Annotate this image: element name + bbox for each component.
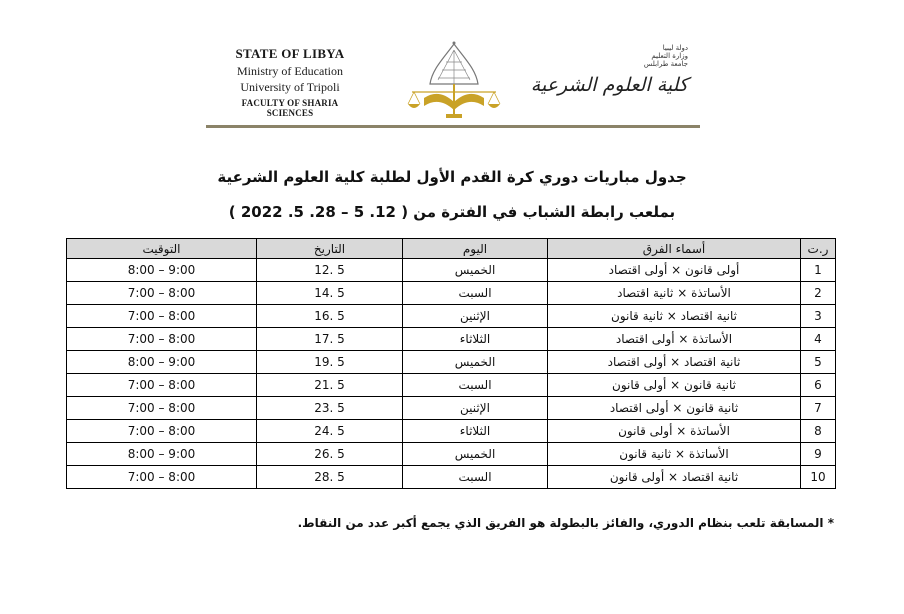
faculty-emblem-logo (404, 40, 504, 122)
row-time: 7:00 – 8:00 (67, 466, 257, 489)
row-date: 26. 5 (257, 443, 403, 466)
table-row (67, 374, 836, 397)
row-number: 9 (801, 443, 836, 466)
row-number: 5 (801, 351, 836, 374)
row-day: السبت (403, 282, 548, 305)
table-row (67, 305, 836, 328)
row-time: 8:00 – 9:00 (67, 443, 257, 466)
row-day: الإثنين (403, 305, 548, 328)
table-row (67, 328, 836, 351)
row-teams: الأساتذة × ثانية قانون (548, 443, 801, 466)
ministry-name-en: Ministry of Education (237, 64, 343, 78)
row-number: 3 (801, 305, 836, 328)
row-number: 1 (801, 259, 836, 282)
row-teams: ثانية اقتصاد × ثانية قانون (548, 305, 801, 328)
row-time: 7:00 – 8:00 (67, 420, 257, 443)
page-title: جدول مباريات دوري كرة القدم الأول لطلبة كلية العلوم الشرعية (217, 168, 687, 186)
row-date: 28. 5 (257, 466, 403, 489)
university-name-en: University of Tripoli (240, 80, 340, 94)
row-teams: ثانية قانون × أولى قانون (548, 374, 801, 397)
row-date: 16. 5 (257, 305, 403, 328)
row-teams: ثانية اقتصاد × أولى اقتصاد (548, 351, 801, 374)
row-day: السبت (403, 374, 548, 397)
row-teams: ثانية قانون × أولى اقتصاد (548, 397, 801, 420)
row-number: 8 (801, 420, 836, 443)
row-time: 7:00 – 8:00 (67, 374, 257, 397)
table-row (67, 259, 836, 282)
row-day: الإثنين (403, 397, 548, 420)
column-header-date: التاريخ (257, 239, 403, 259)
row-time: 7:00 – 8:00 (67, 282, 257, 305)
row-day: الثلاثاء (403, 420, 548, 443)
university-name-ar: جامعة طرابلس (643, 60, 688, 68)
row-teams: الأساتذة × أولى قانون (548, 420, 801, 443)
row-date: 21. 5 (257, 374, 403, 397)
column-header-teams: أسماء الفرق (548, 239, 801, 259)
column-header-day: اليوم (403, 239, 548, 259)
row-time: 8:00 – 9:00 (67, 259, 257, 282)
faculty-name-ar: كلية العلوم الشرعية (530, 74, 688, 96)
row-teams: الأساتذة × أولى اقتصاد (548, 328, 801, 351)
ministry-name-ar: وزارة التعليم (651, 52, 688, 60)
table-row (67, 420, 836, 443)
table-row (67, 351, 836, 374)
row-date: 12. 5 (257, 259, 403, 282)
row-date: 14. 5 (257, 282, 403, 305)
faculty-name-en: FACULTY OF SHARIA SCIENCES (241, 98, 339, 118)
row-teams: ثانية اقتصاد × أولى قانون (548, 466, 801, 489)
row-date: 19. 5 (257, 351, 403, 374)
row-date: 23. 5 (257, 397, 403, 420)
column-header-time: التوقيت (67, 239, 257, 259)
row-number: 4 (801, 328, 836, 351)
row-day: الخميس (403, 259, 548, 282)
row-date: 24. 5 (257, 420, 403, 443)
row-number: 7 (801, 397, 836, 420)
row-time: 7:00 – 8:00 (67, 305, 257, 328)
row-date: 17. 5 (257, 328, 403, 351)
state-name-en: STATE OF LIBYA (235, 46, 345, 61)
footnote: * المسابقة تلعب بنظام الدوري، والفائز بالبطولة هو الفريق الذي يجمع أكبر عدد من النقاط. (297, 516, 834, 530)
match-schedule-table (66, 238, 836, 489)
column-header-no: ر.ت (801, 239, 836, 259)
row-teams: أولى قانون × أولى اقتصاد (548, 259, 801, 282)
row-time: 7:00 – 8:00 (67, 328, 257, 351)
header-divider (206, 125, 700, 128)
header-english (222, 46, 358, 118)
table-row (67, 443, 836, 466)
row-teams: الأساتذة × ثانية اقتصاد (548, 282, 801, 305)
row-day: السبت (403, 466, 548, 489)
row-number: 2 (801, 282, 836, 305)
row-day: الثلاثاء (403, 328, 548, 351)
row-number: 10 (801, 466, 836, 489)
row-time: 7:00 – 8:00 (67, 397, 257, 420)
row-time: 8:00 – 9:00 (67, 351, 257, 374)
table-header-row (67, 239, 836, 259)
table-row (67, 282, 836, 305)
table-row (67, 397, 836, 420)
row-day: الخميس (403, 443, 548, 466)
row-number: 6 (801, 374, 836, 397)
row-day: الخميس (403, 351, 548, 374)
state-name-ar: دولة ليبيا (662, 44, 688, 52)
table-row (67, 466, 836, 489)
header-arabic (530, 44, 688, 96)
page-subtitle: بملعب رابطة الشباب في الفترة من ( 12. 5 – 28. 5. 2022 ) (228, 203, 676, 221)
